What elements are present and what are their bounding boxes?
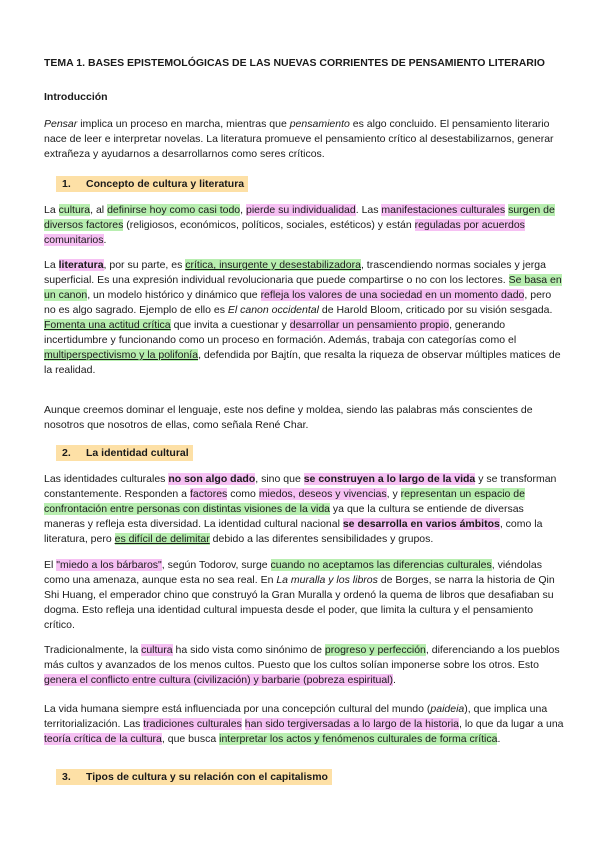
text-run: miedos, deseos y vivencias: [258, 488, 387, 500]
text-run: pensamiento: [289, 118, 350, 130]
text-run: Se basa en un canon: [44, 274, 562, 301]
text-run: cultura: [58, 204, 91, 216]
text-run: manifestaciones culturales: [381, 204, 506, 216]
text-run: Pensar: [44, 118, 78, 130]
text-run: , como la literatura, pero: [44, 518, 543, 545]
text-run: , que busca: [161, 733, 220, 745]
text-run: , un modelo histórico y dinámico que: [87, 289, 261, 301]
text-run: , generando incertidumbre y funcionando como un proceso en formación. Además, trabaja con categorías como el: [44, 319, 517, 346]
text-run: ,: [240, 204, 246, 216]
text-run: 3.: [62, 771, 71, 783]
text-run: literatura: [58, 259, 104, 271]
text-run: refleja los valores de una sociedad en un momento dado: [260, 289, 525, 301]
text-run: se construyen a lo largo de la vida: [303, 473, 476, 485]
text-run: 1.: [62, 178, 71, 190]
text-run: reguladas por acuerdos comunitarios: [44, 219, 525, 246]
text-run: de Harold Bloom, criticado por su visión sesgada.: [318, 304, 553, 316]
paragraph-barbarians: [44, 558, 564, 633]
text-run: y se transforman constantemente. Responden a: [44, 473, 557, 500]
text-run: como: [227, 488, 259, 500]
text-run: teoría crítica de la cultura: [44, 733, 162, 745]
text-run: se desarrolla en varios ámbitos: [342, 518, 500, 530]
paragraph-culture: [44, 203, 564, 248]
paragraph-paideia: [44, 702, 564, 747]
text-run: (religiosos, económicos, políticos, sociales, estéticos) y están: [123, 219, 415, 231]
text-run: .: [103, 234, 107, 246]
text-run: pierde su individualidad: [245, 204, 356, 216]
intro-paragraph: [44, 117, 564, 162]
text-run: interpretar los actos y fenómenos culturales de forma crítica: [219, 733, 498, 745]
paragraph-tradition: [44, 643, 564, 688]
text-run: debido a las diferentes sensibilidades y grupos.: [209, 533, 434, 545]
text-run: multiperspectivismo y la polifonía: [44, 349, 199, 361]
text-run: La: [44, 204, 59, 216]
text-run: , viéndolas como una amenaza, aunque esta no sea real. En: [44, 559, 542, 586]
text-run: es algo concluido. El pensamiento literario nace de leer e interpretar novelas. La literatura promueve el pensamiento crítico al desestabilizarnos, generar extrañeza y ayudarnos a desarrollarnos como seres críticos.: [44, 118, 554, 160]
section-heading-2: [56, 445, 193, 461]
text-run: El: [44, 559, 57, 571]
text-run: , lo que da lugar a una: [459, 718, 564, 730]
text-run: , pero no es algo sagrado. Ejemplo de ello es: [44, 289, 552, 316]
text-run: progreso y perfección: [324, 644, 426, 656]
text-run: han sido tergiversadas a lo largo de la historia: [244, 718, 459, 730]
text-run: genera el conflicto entre cultura (civilización) y barbarie (pobreza espiritual): [44, 674, 393, 686]
text-run: Tradicionalmente, la: [44, 644, 142, 656]
text-run: , diferenciando a los pueblos más cultos y avanzados de los menos cultos. Puesto que los cultos solían imponerse sobre los otros. Esto: [44, 644, 560, 671]
text-run: , sino que: [255, 473, 304, 485]
text-run: ha sido vista como sinónimo de: [172, 644, 325, 656]
intro-heading: Introducción: [44, 91, 108, 103]
text-run: definirse hoy como casi todo: [107, 204, 241, 216]
text-run: que invita a cuestionar y: [170, 319, 290, 331]
section-heading-3: [56, 769, 332, 785]
text-run: , al: [90, 204, 108, 216]
text-run: .: [393, 674, 396, 686]
text-run: cuando no aceptamos las diferencias culturales: [270, 559, 492, 571]
text-run: 2.: [62, 447, 71, 459]
text-run: , por su parte, es: [103, 259, 186, 271]
text-run: crítica, insurgente y desestabilizadora: [185, 259, 361, 271]
text-run: de Borges, se narra la historia de Qin Shi Huang, el emperador chino que construyó la Gran Muralla y ordenó la quema de libros que desafiaban su dogma. Esto refleja una identidad cultural impuesta desde el poder, que limita la cultura y el pensamiento crítico.: [44, 574, 555, 631]
text-run: La muralla y los libros: [276, 574, 378, 586]
text-run: factores: [189, 488, 228, 500]
text-run: ya que la cultura se entiende de diversas maneras y refleja esta diversidad. La identidad cultural nacional: [44, 503, 524, 530]
paragraph-literature: [44, 258, 564, 378]
text-run: , y: [386, 488, 401, 500]
text-run: La identidad cultural: [86, 447, 189, 459]
text-run: no son algo dado: [168, 473, 256, 485]
text-run: implica un proceso en marcha, mientras que: [77, 118, 290, 130]
text-run: . Las: [355, 204, 382, 216]
text-run: ), que implica una territorialización. Las: [44, 703, 548, 730]
text-run: representan un espacio de confrontación entre personas con distintas visiones de la vida: [44, 488, 525, 515]
text-run: Las identidades culturales: [44, 473, 169, 485]
text-run: Fomenta una actitud crítica: [44, 319, 171, 331]
text-run: cultura: [141, 644, 173, 656]
text-run: paideia: [430, 703, 465, 715]
text-run: tradiciones culturales: [143, 718, 242, 730]
text-run: , trascendiendo normas sociales y jerga superficial. Es una expresión individual revolucionaria que puede compartirse o no con los lectores.: [44, 259, 546, 286]
paragraph-identity: [44, 472, 564, 547]
paragraph-language: Aunque creemos dominar el lenguaje, este nos define y moldea, siendo las palabras más conscientes de nosotros que nosotros de ellas, como señala René Char.: [44, 404, 533, 431]
text-run: Concepto de cultura y literatura: [86, 178, 245, 190]
text-run: , defendida por Bajtín, que resalta la riqueza de observar múltiples matices de la realidad.: [44, 349, 561, 376]
text-run: .: [497, 733, 501, 745]
text-run: Tipos de cultura y su relación con el capitalismo: [86, 771, 328, 783]
text-run: La vida humana siempre está influenciada por una concepción cultural del mundo (: [44, 703, 431, 715]
document-title: TEMA 1. BASES EPISTEMOLÓGICAS DE LAS NUEVAS CORRIENTES DE PENSAMIENTO LITERARIO: [44, 57, 545, 69]
text-run: es difícil de delimitar: [114, 533, 210, 545]
text-run: surgen de diversos factores: [44, 204, 555, 231]
text-run: desarrollar un pensamiento propio: [289, 319, 450, 331]
text-run: El canon occidental: [227, 304, 319, 316]
text-run: , según Todorov, surge: [161, 559, 271, 571]
text-run: "miedo a los bárbaros": [56, 559, 162, 571]
text-run: La: [44, 259, 59, 271]
section-heading-1: [56, 176, 248, 192]
